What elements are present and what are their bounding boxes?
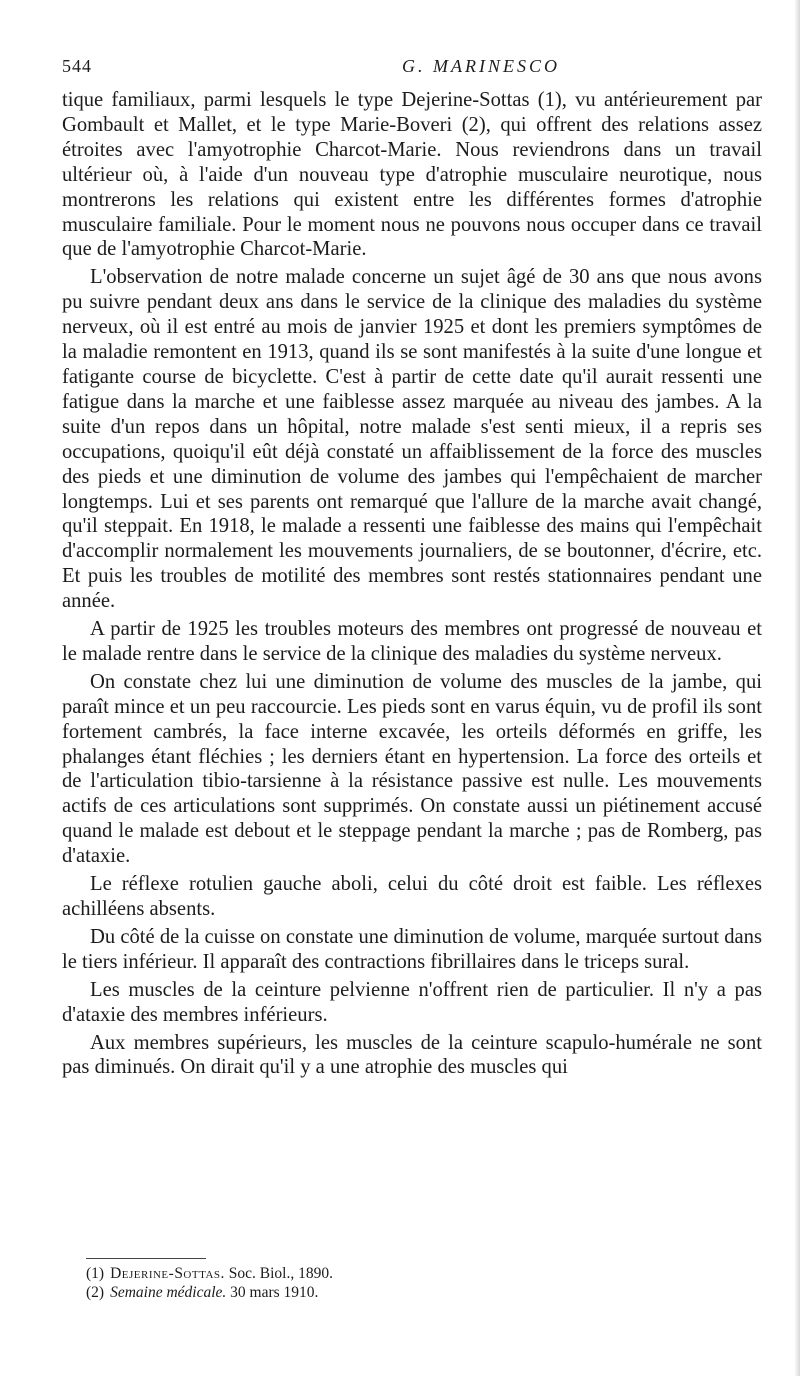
- footnotes: [86, 1264, 746, 1302]
- footnote-rule: [86, 1258, 206, 1259]
- paragraph: On constate chez lui une diminution de volume des muscles de la jambe, qui paraît mince et un peu raccourcie. Les pieds sont en varus équin, vu de profil ils sont fortement cambrés, la face interne excavée, les orteils déformés en griffe, les phalanges étant fléchies ; les derniers étant en hypertension. La force des orteils et de l'articulation tibio-tarsienne à la résistance passive est nulle. Les mouvements actifs de ces articulations sont supprimés. On constate aussi un piétinement accusé quand le malade est debout et le steppage pendant la marche ; pas de Romberg, pas d'ataxie.: [62, 670, 762, 868]
- footnote: [86, 1283, 746, 1302]
- footnote: [86, 1264, 746, 1283]
- paragraph: A partir de 1925 les troubles moteurs des membres ont progressé de nouveau et le malade rentre dans le service de la clinique des maladies du système nerveux.: [62, 618, 762, 665]
- paragraph: L'observation de notre malade concerne un sujet âgé de 30 ans que nous avons pu suivre pendant deux ans dans le service de la clinique des maladies du système nerveux, où il est entré au mois de janvier 1925 et dont les premiers symptômes de la maladie remontent en 1913, quand ils se sont manifestés à la suite d'une longue et fatigante course de bicyclette. C'est à partir de cette date qu'il aurait ressenti une fatigue dans la marche et une faiblesse assez marquée au niveau des jambes. A la suite d'un repos dans un hôpital, notre malade s'est senti mieux, il a repris ses occupations, quoiqu'il eût déjà constaté un affaiblissement de la force des muscles des pieds et une diminution de volume des jambes qui l'empêchaient de marcher longtemps. Lui et ses parents ont remarqué que l'allure de la marche avait changé, qu'il steppait. En 1918, le malade a ressenti une faiblesse des mains qui l'empêchait d'accomplir normalement les mouvements journaliers, de se boutonner, d'écrire, etc. Et puis les troubles de motilité des membres sont restés stationnaires pendant une année.: [62, 266, 762, 613]
- page-header: [62, 56, 752, 80]
- body-text: [62, 88, 762, 1083]
- footnote-title: Semaine médicale.: [110, 1284, 227, 1301]
- footnote-mark: (2): [86, 1284, 105, 1301]
- paragraph: tique familiaux, parmi lesquels le type Dejerine-Sottas (1), vu antérieurement par Gombault et Mallet, et le type Marie-Boveri (2), qui offrent des relations assez étroites avec l'amyotrophie Charcot-Marie. Nous reviendrons dans un travail ultérieur où, à l'aide d'un nouveau type d'atrophie musculaire neurotique, nous montrerons les relations qui existent entre les différentes formes d'atrophie musculaire familiale. Pour le moment nous ne pouvons nous occuper dans ce travail que de l'amyotrophie Charcot-Marie.: [62, 89, 762, 261]
- page-number: 544: [62, 56, 92, 76]
- paragraph: Le réflexe rotulien gauche aboli, celui du côté droit est faible. Les réflexes achilléens absents.: [62, 873, 762, 920]
- page-edge-shadow: [794, 0, 800, 1376]
- paragraph: Aux membres supérieurs, les muscles de la ceinture scapulo-humérale ne sont pas diminués. On dirait qu'il y a une atrophie des muscles qui: [62, 1031, 762, 1079]
- running-head: G. MARINESCO: [402, 56, 560, 76]
- paragraph: Du côté de la cuisse on constate une diminution de volume, marquée surtout dans le tiers inférieur. Il apparaît des contractions fibrillaires dans le triceps sural.: [62, 925, 762, 973]
- footnote-mark: (1): [86, 1265, 105, 1282]
- footnote-author: Dejerine-Sottas.: [110, 1265, 225, 1282]
- footnote-source: Soc. Biol., 1890.: [224, 1265, 333, 1282]
- footnote-source: 30 mars 1910.: [226, 1284, 319, 1301]
- paragraph: Les muscles de la ceinture pelvienne n'offrent rien de particulier. Il n'y a pas d'ataxie des membres inférieurs.: [62, 978, 762, 1026]
